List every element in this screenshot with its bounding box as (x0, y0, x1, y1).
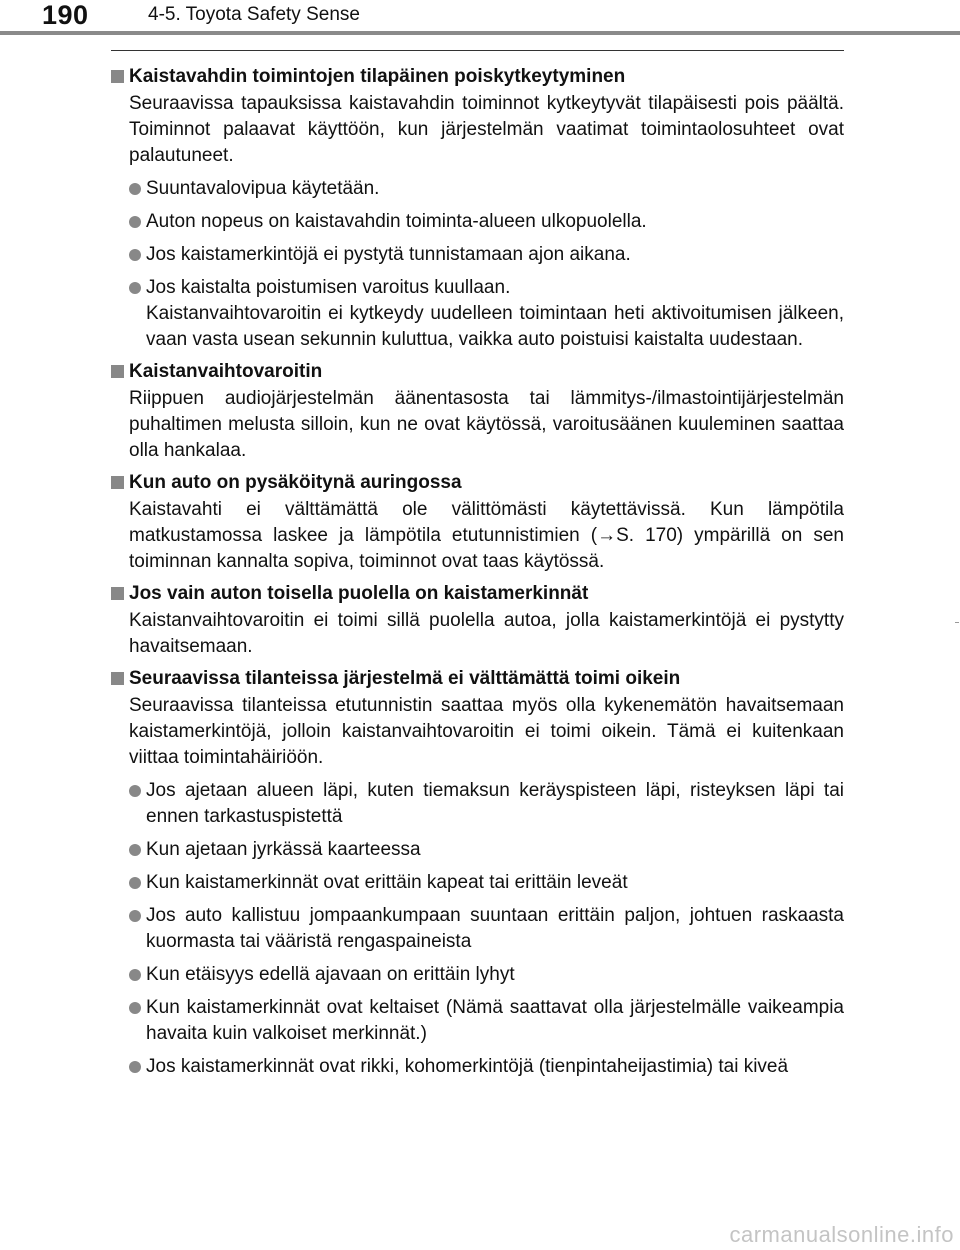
bullet-dot-icon (129, 844, 141, 856)
section-body: Riippuen audiojärjestelmän äänentasosta tai lämmitys-/ilmastointijärjestelmän puhaltimen melusta silloin, kun ne ovat käytössä, varoitusäänen kuuleminen saattaa olla hankalaa. (129, 388, 844, 461)
bullet-text: Suuntavalovipua käytetään. (146, 178, 380, 199)
bullet-dot-icon (129, 249, 141, 261)
square-marker-icon (111, 476, 124, 489)
manual-content (111, 64, 844, 1086)
section-heading (111, 470, 844, 496)
header-rule (0, 31, 960, 35)
bullet-text: Jos ajetaan alueen läpi, kuten tiemaksun keräyspisteen läpi, risteyksen läpi tai ennen tarkastuspistettä (146, 780, 844, 827)
bullet-dot-icon (129, 910, 141, 922)
square-marker-icon (111, 587, 124, 600)
bullet-text: Jos kaistalta poistumisen varoitus kuullaan. (146, 277, 511, 298)
section-body: Kaistanvaihtovaroitin ei toimi sillä puolella autoa, jolla kaistamerkintöjä ei pystytty havaitsemaan. (129, 610, 844, 657)
square-marker-icon (111, 672, 124, 685)
bullet-item (129, 176, 844, 202)
manual-section (111, 666, 844, 1080)
manual-section (111, 470, 844, 575)
watermark: carmanualsonline.info (729, 1222, 954, 1247)
section-body: Seuraavissa tilanteissa etutunnistin saattaa myös olla kykenemätön havaitsemaan kaistamerkintöjä, jolloin kaistanvaihtovaroitin ei toimi oikein. Tämä ei kuitenkaan viittaa toimintahäiriöön. (129, 695, 844, 768)
section-heading (111, 666, 844, 692)
section-title: 4-5. Toyota Safety Sense (148, 4, 360, 25)
square-marker-icon (111, 70, 124, 83)
section-body: Seuraavissa tapauksissa kaistavahdin toiminnot kytkeytyvät tilapäisesti pois päältä. Toiminnot palaavat käyttöön, kun järjestelmän vaatimat toimintaolosuhteet ovat palautuneet. (129, 93, 844, 166)
bullet-item (129, 242, 844, 268)
bullet-item (129, 275, 844, 353)
square-marker-icon (111, 365, 124, 378)
bullet-subtext: Kaistanvaihtovaroitin ei kytkeydy uudelleen toimintaan heti aktivoitumisen jälkeen, vaan vasta usean sekunnin kuluttua, vaikka auto poistuisi kaistalta uudestaan. (146, 303, 844, 350)
bullet-dot-icon (129, 183, 141, 195)
bullet-text: Kun kaistamerkinnät ovat erittäin kapeat tai erittäin leveät (146, 872, 628, 893)
bullet-dot-icon (129, 1061, 141, 1073)
bullet-item (129, 870, 844, 896)
manual-section (111, 359, 844, 464)
bullet-text: Auton nopeus on kaistavahdin toiminta-alueen ulkopuolella. (146, 211, 647, 232)
section-heading (111, 581, 844, 607)
bullet-dot-icon (129, 1002, 141, 1014)
page-number: 190 (42, 0, 89, 30)
bullet-text: Kun ajetaan jyrkässä kaarteessa (146, 839, 421, 860)
bullet-dot-icon (129, 969, 141, 981)
bullet-text: Jos auto kallistuu jompaankumpaan suuntaan erittäin paljon, johtuen raskaasta kuormasta tai vääristä rengaspaineista (146, 905, 844, 952)
bullet-item (129, 1054, 844, 1080)
section-heading (111, 359, 844, 385)
section-body: Kaistavahti ei välttämättä ole välittömästi käytettävissä. Kun lämpötila matkustamossa laskee ja lämpötila etutunnistimien (→S. 170) ympärillä on sen toiminnan kannalta sopiva, toiminnot ovat taas käytössä. (129, 499, 844, 572)
bullet-item (129, 209, 844, 235)
bullet-item (129, 903, 844, 955)
manual-section (111, 64, 844, 353)
bullet-text: Jos kaistamerkinnät ovat rikki, kohomerkintöjä (tienpintaheijastimia) tai kiveä (146, 1056, 789, 1077)
content-divider (111, 50, 844, 51)
bullet-dot-icon (129, 282, 141, 294)
section-heading-text: Kun auto on pysäköitynä auringossa (129, 472, 462, 493)
edge-tick (955, 622, 959, 623)
section-heading-text: Seuraavissa tilanteissa järjestelmä ei välttämättä toimi oikein (129, 668, 681, 689)
page-header (0, 0, 960, 40)
bullet-item (129, 962, 844, 988)
bullet-item (129, 995, 844, 1047)
bullet-dot-icon (129, 216, 141, 228)
section-heading-text: Jos vain auton toisella puolella on kaistamerkinnät (129, 583, 589, 604)
bullet-text: Kun etäisyys edellä ajavaan on erittäin lyhyt (146, 964, 515, 985)
section-heading (111, 64, 844, 90)
manual-section (111, 581, 844, 660)
bullet-text: Jos kaistamerkintöjä ei pystytä tunnistamaan ajon aikana. (146, 244, 631, 265)
section-heading-text: Kaistavahdin toimintojen tilapäinen poiskytkeytyminen (129, 66, 626, 87)
bullet-text: Kun kaistamerkinnät ovat keltaiset (Nämä saattavat olla järjestelmälle vaikeampia havaita kuin valkoiset merkinnät.) (146, 997, 844, 1044)
bullet-item (129, 837, 844, 863)
bullet-dot-icon (129, 877, 141, 889)
bullet-item (129, 778, 844, 830)
bullet-dot-icon (129, 785, 141, 797)
section-heading-text: Kaistanvaihtovaroitin (129, 361, 323, 382)
